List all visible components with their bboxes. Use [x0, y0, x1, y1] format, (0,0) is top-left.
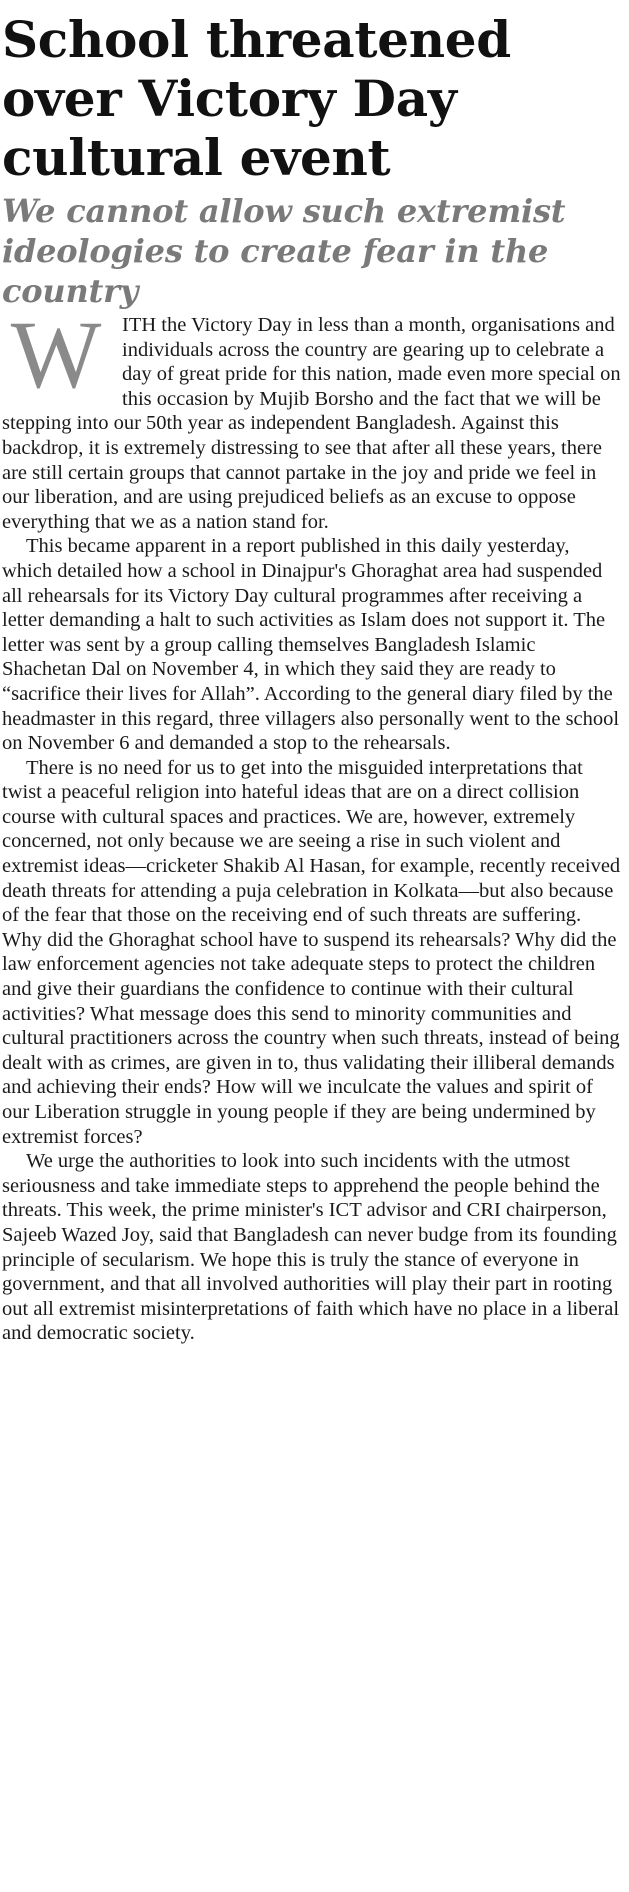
- paragraph-2: This became apparent in a report published in this daily yesterday, which detailed how a school in Dinajpur's Ghoraghat area had suspended all rehearsals for its Victory Day cultural programmes after receiving a letter demanding a halt to such activities as Islam does not support it. The letter was sent by a group calling themselves Bangladesh Islamic Shachetan Dal on November 4, in which they said they are ready to “sacrifice their lives for Allah”. According to the general diary filed by the headmaster in this regard, three villagers also personally went to the school on November 6 and demanded a stop to the rehearsals.: [2, 535, 620, 755]
- paragraph-3: There is no need for us to get into the misguided interpretations that twist a peaceful religion into hateful ideas that are on a direct collision course with cultural spaces and practices. We are, however, extremely concerned, not only because we are seeing a rise in such violent and extremist ideas—cricketer Shakib Al Hasan, for example, recently received death threats for attending a puja celebration in Kolkata—but also because of the fear that those on the receiving end of such threats are suffering. Why did the Ghoraghat school have to suspend its rehearsals? Why did the law enforcement agencies not take adequate steps to protect the children and give their guardians the confidence to continue with their cultural activities? What message does this send to minority communities and cultural practitioners across the country when such threats, instead of being dealt with as crimes, are given in to, thus validating their illiberal demands and achieving their ends? How will we inculcate the values and spirit of our Liberation struggle in young people if they are being undermined by extremist forces?: [2, 756, 621, 1148]
- paragraph-1: [2, 301, 624, 534]
- paragraph-1-text: ITH the Victory Day in less than a month, organisations and individuals across the country are gearing up to celebrate a day of great pride for this nation, made even more special on this occasion by Mujib Borsho and the fact that we will be stepping into our 50th year as independent Bangladesh. Against this backdrop, it is extremely distressing to see that after all these years, there are still certain groups that cannot partake in the joy and pride we feel in our liberation, and are using prejudiced beliefs as an excuse to oppose everything that we as a nation stand for.: [2, 314, 621, 533]
- paragraph-4: We urge the authorities to look into such incidents with the utmost seriousness and take immediate steps to apprehend the people behind the threats. This week, the prime minister's ICT advisor and CRI chairperson, Sajeeb Wazed Joy, said that Bangladesh can never budge from its founding principle of secularism. We hope this is truly the stance of everyone in government, and that all involved authorities will play their part in rooting out all extremist misinterpretations of faith which have no place in a liberal and democratic society.: [2, 1150, 620, 1345]
- drop-cap: W: [10, 301, 102, 408]
- editorial-article: [2, 0, 624, 1346]
- headline: School threatened over Victory Day cultural event: [2, 10, 511, 187]
- subheadline: We cannot allow such extremist ideologies to create fear in the country: [2, 192, 566, 310]
- article-body: [2, 301, 624, 1346]
